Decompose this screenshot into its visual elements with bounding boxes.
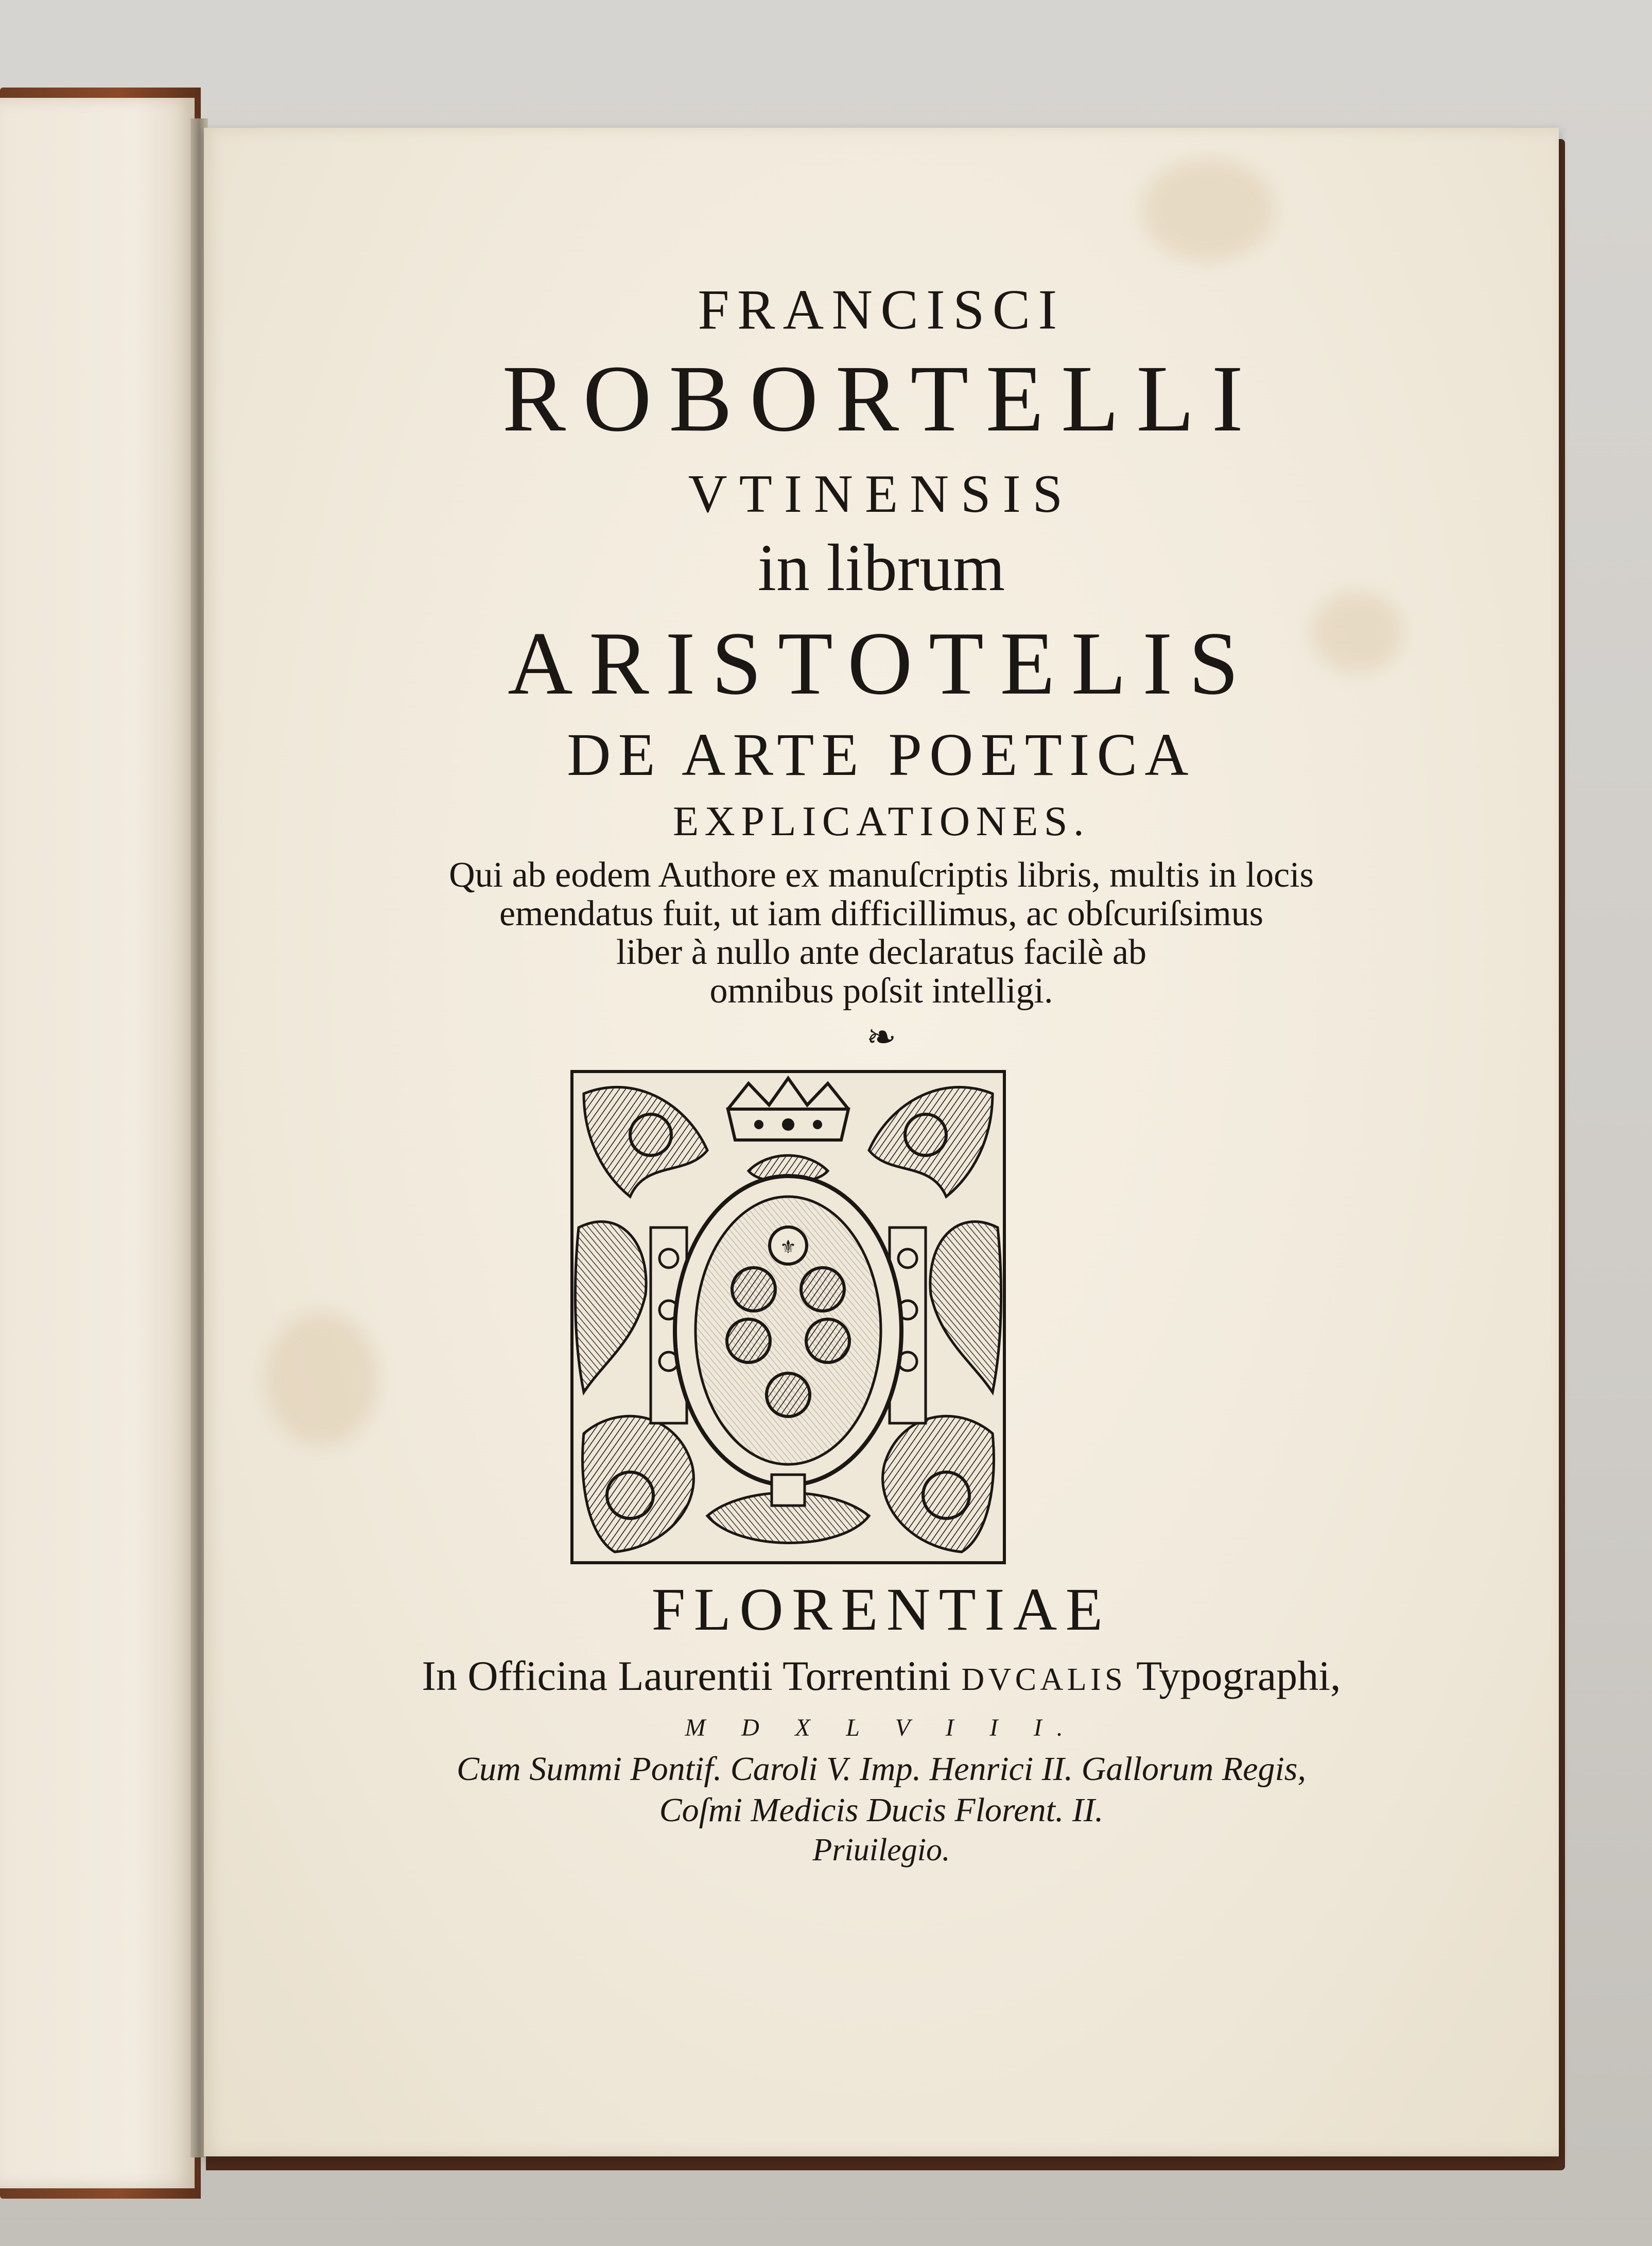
imprint-printer-start: In Officina Laurentii Torrentini [422,1652,962,1699]
author-surname: ROBORTELLI [502,346,1261,452]
description-line: Qui ab eodem Authore ex manuſcriptis libris, multis in locis [449,855,1314,895]
medici-arms-icon [573,1073,1003,1561]
description-line: omnibus poſsit intelligi. [709,971,1053,1011]
fleuron-ornament: ❧ [866,1018,897,1058]
left-facing-page [0,98,195,2188]
foxing-stain [1141,159,1275,262]
description-line: emendatus fuit, ut iam difficillimus, ac obſcuriſsimus [499,894,1263,934]
author-origin: VTINENSIS [688,463,1075,524]
imprint-printer-end: Typographi, [1126,1652,1341,1699]
privilege-line: Coſmi Medicis Ducis Florent. II. [659,1791,1104,1829]
title-explicationes: EXPLICATIONES. [673,798,1090,844]
title-page [204,128,1559,2156]
title-aristotelis: ARISTOTELIS [508,613,1255,713]
title-de-arte-poetica: DE ARTE POETICA [567,721,1196,788]
imprint-printer-smallcaps: DVCALIS [961,1662,1127,1697]
description-line: liber à nullo ante declaratus facilè ab [616,932,1147,972]
svg-text:⚜: ⚜ [779,1237,797,1258]
foxing-stain [266,1312,379,1446]
privilege-line: Cum Summi Pontif. Caroli V. Imp. Henrici II. Gallorum Regis, [457,1750,1306,1788]
imprint-printer [204,1652,1559,1700]
author-first-name: FRANCISCI [698,278,1065,341]
imprint-city: FLORENTIAE [651,1576,1111,1643]
imprint-year: M D X L V I I I. [685,1714,1078,1741]
title-in-librum: in librum [757,531,1005,605]
printer-device-woodcut [570,1070,1006,1564]
privilege-line: Priuilegio. [812,1833,950,1868]
